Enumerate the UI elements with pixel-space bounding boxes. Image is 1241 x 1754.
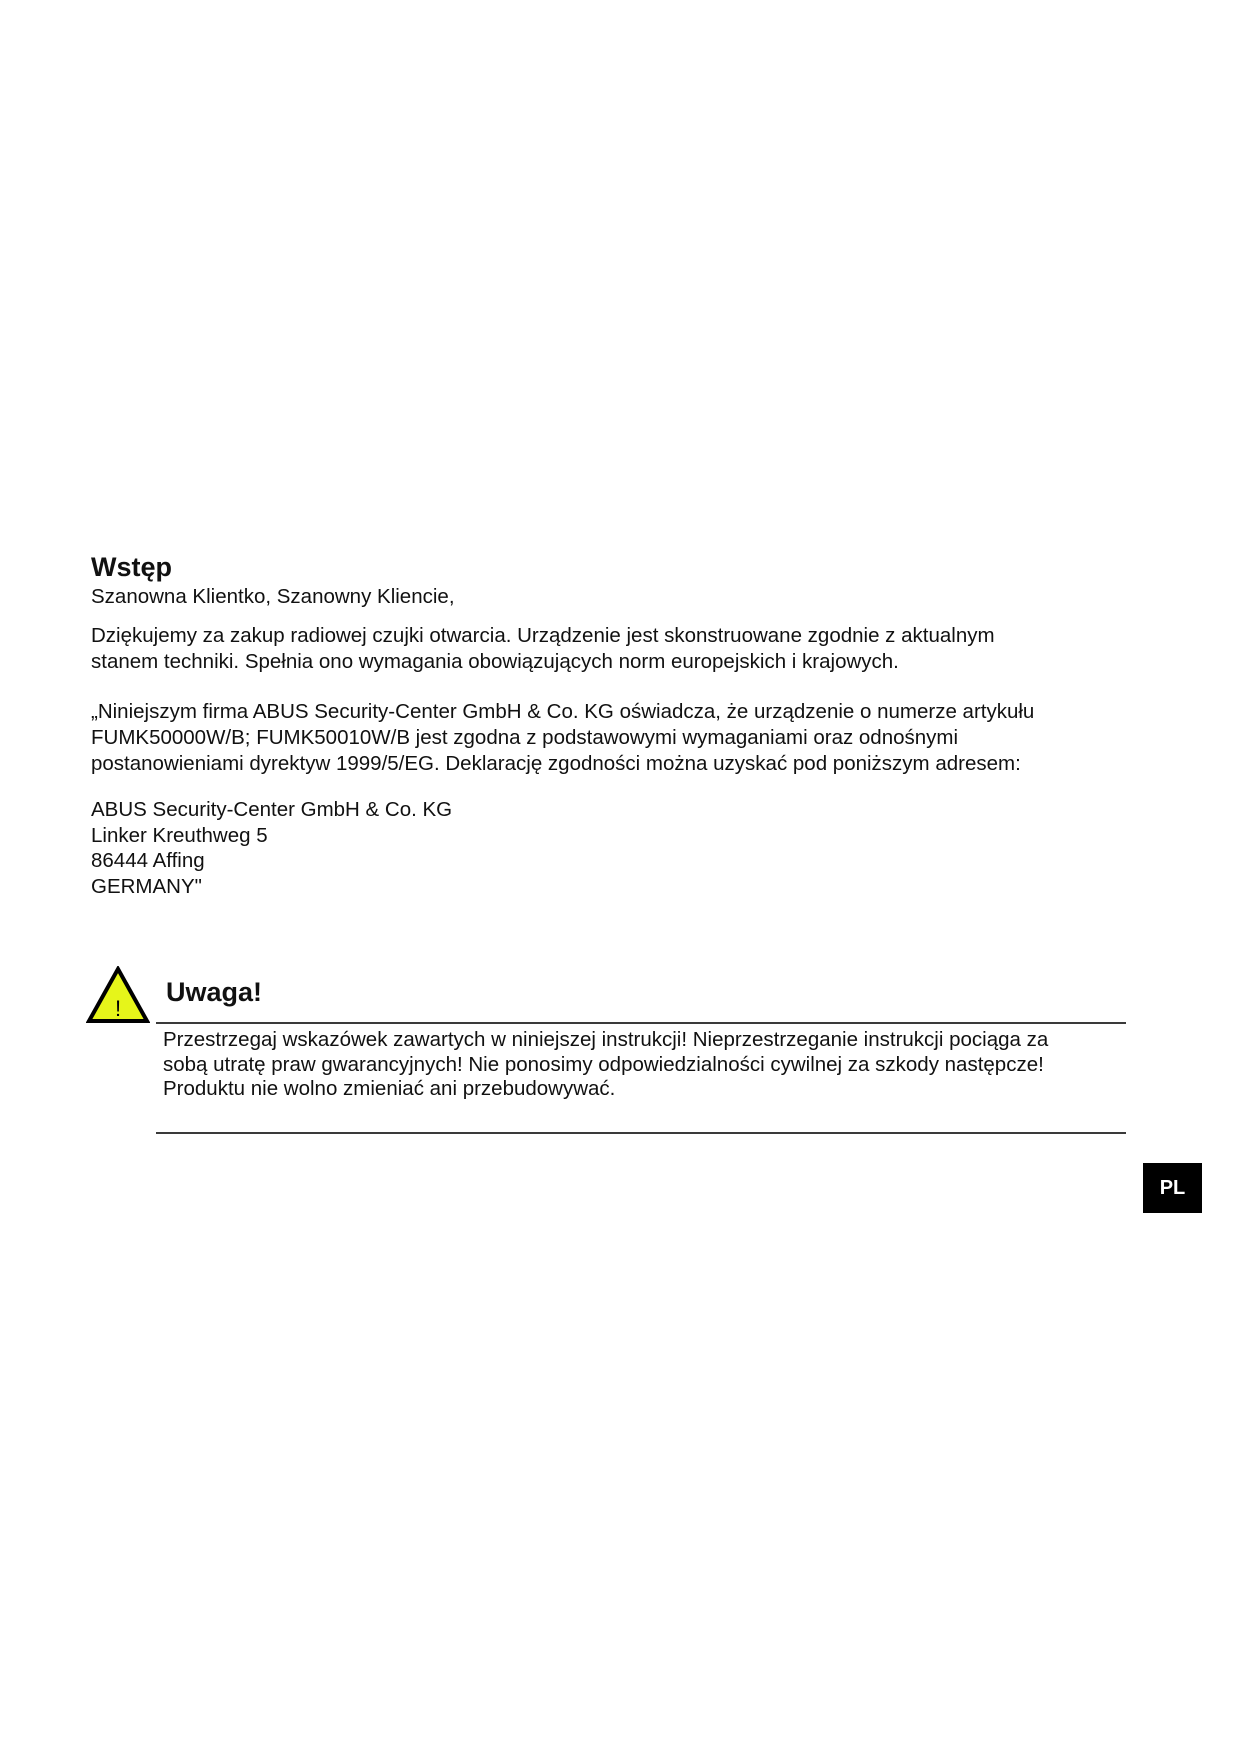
section-heading: Wstęp [91, 552, 172, 582]
intro-paragraph [91, 623, 1101, 675]
company-address [91, 797, 452, 899]
warning-bottom-divider [156, 1132, 1126, 1134]
intro-paragraph-line: Dziękujemy za zakup radiowej czujki otwarcia. Urządzenie jest skonstruowane zgodnie z aktualnym [91, 624, 995, 647]
declaration-line: postanowieniami dyrektyw 1999/5/EG. Deklarację zgodności można uzyskać pod poniższym adresem: [91, 752, 1021, 775]
address-line: 86444 Affing [91, 849, 205, 872]
warning-title: Uwaga! [166, 977, 263, 1007]
address-line: GERMANY" [91, 874, 202, 898]
warning-triangle-icon [86, 966, 150, 1024]
declaration-line: „Niniejszym firma ABUS Security-Center GmbH & Co. KG oświadcza, że urządzenie o numerze artykułu [91, 700, 1035, 723]
salutation: Szanowna Klientko, Szanowny Kliencie, [91, 585, 455, 608]
warning-line: Przestrzegaj wskazówek zawartych w niniejszej instrukcji! Nieprzestrzeganie instrukcji pociąga za [163, 1028, 1049, 1051]
declaration-paragraph [91, 699, 1101, 777]
warning-line: Produktu nie wolno zmieniać ani przebudowywać. [163, 1077, 616, 1100]
address-line: Linker Kreuthweg 5 [91, 823, 268, 847]
address-line: ABUS Security-Center GmbH & Co. KG [91, 798, 453, 821]
warning-top-divider [156, 1022, 1126, 1024]
warning-body [163, 1028, 1048, 1102]
language-badge: PL [1143, 1163, 1202, 1213]
declaration-line: FUMK50000W/B; FUMK50010W/B jest zgodna z podstawowymi wymaganiami oraz odnośnymi [91, 726, 959, 749]
warning-line: sobą utratę praw gwarancyjnych! Nie ponosimy odpowiedzialności cywilnej za szkody następcze! [163, 1052, 1044, 1076]
intro-paragraph-line: stanem techniki. Spełnia ono wymagania obowiązujących norm europejskich i krajowych. [91, 650, 899, 673]
warning-exclamation: ! [114, 996, 122, 1021]
